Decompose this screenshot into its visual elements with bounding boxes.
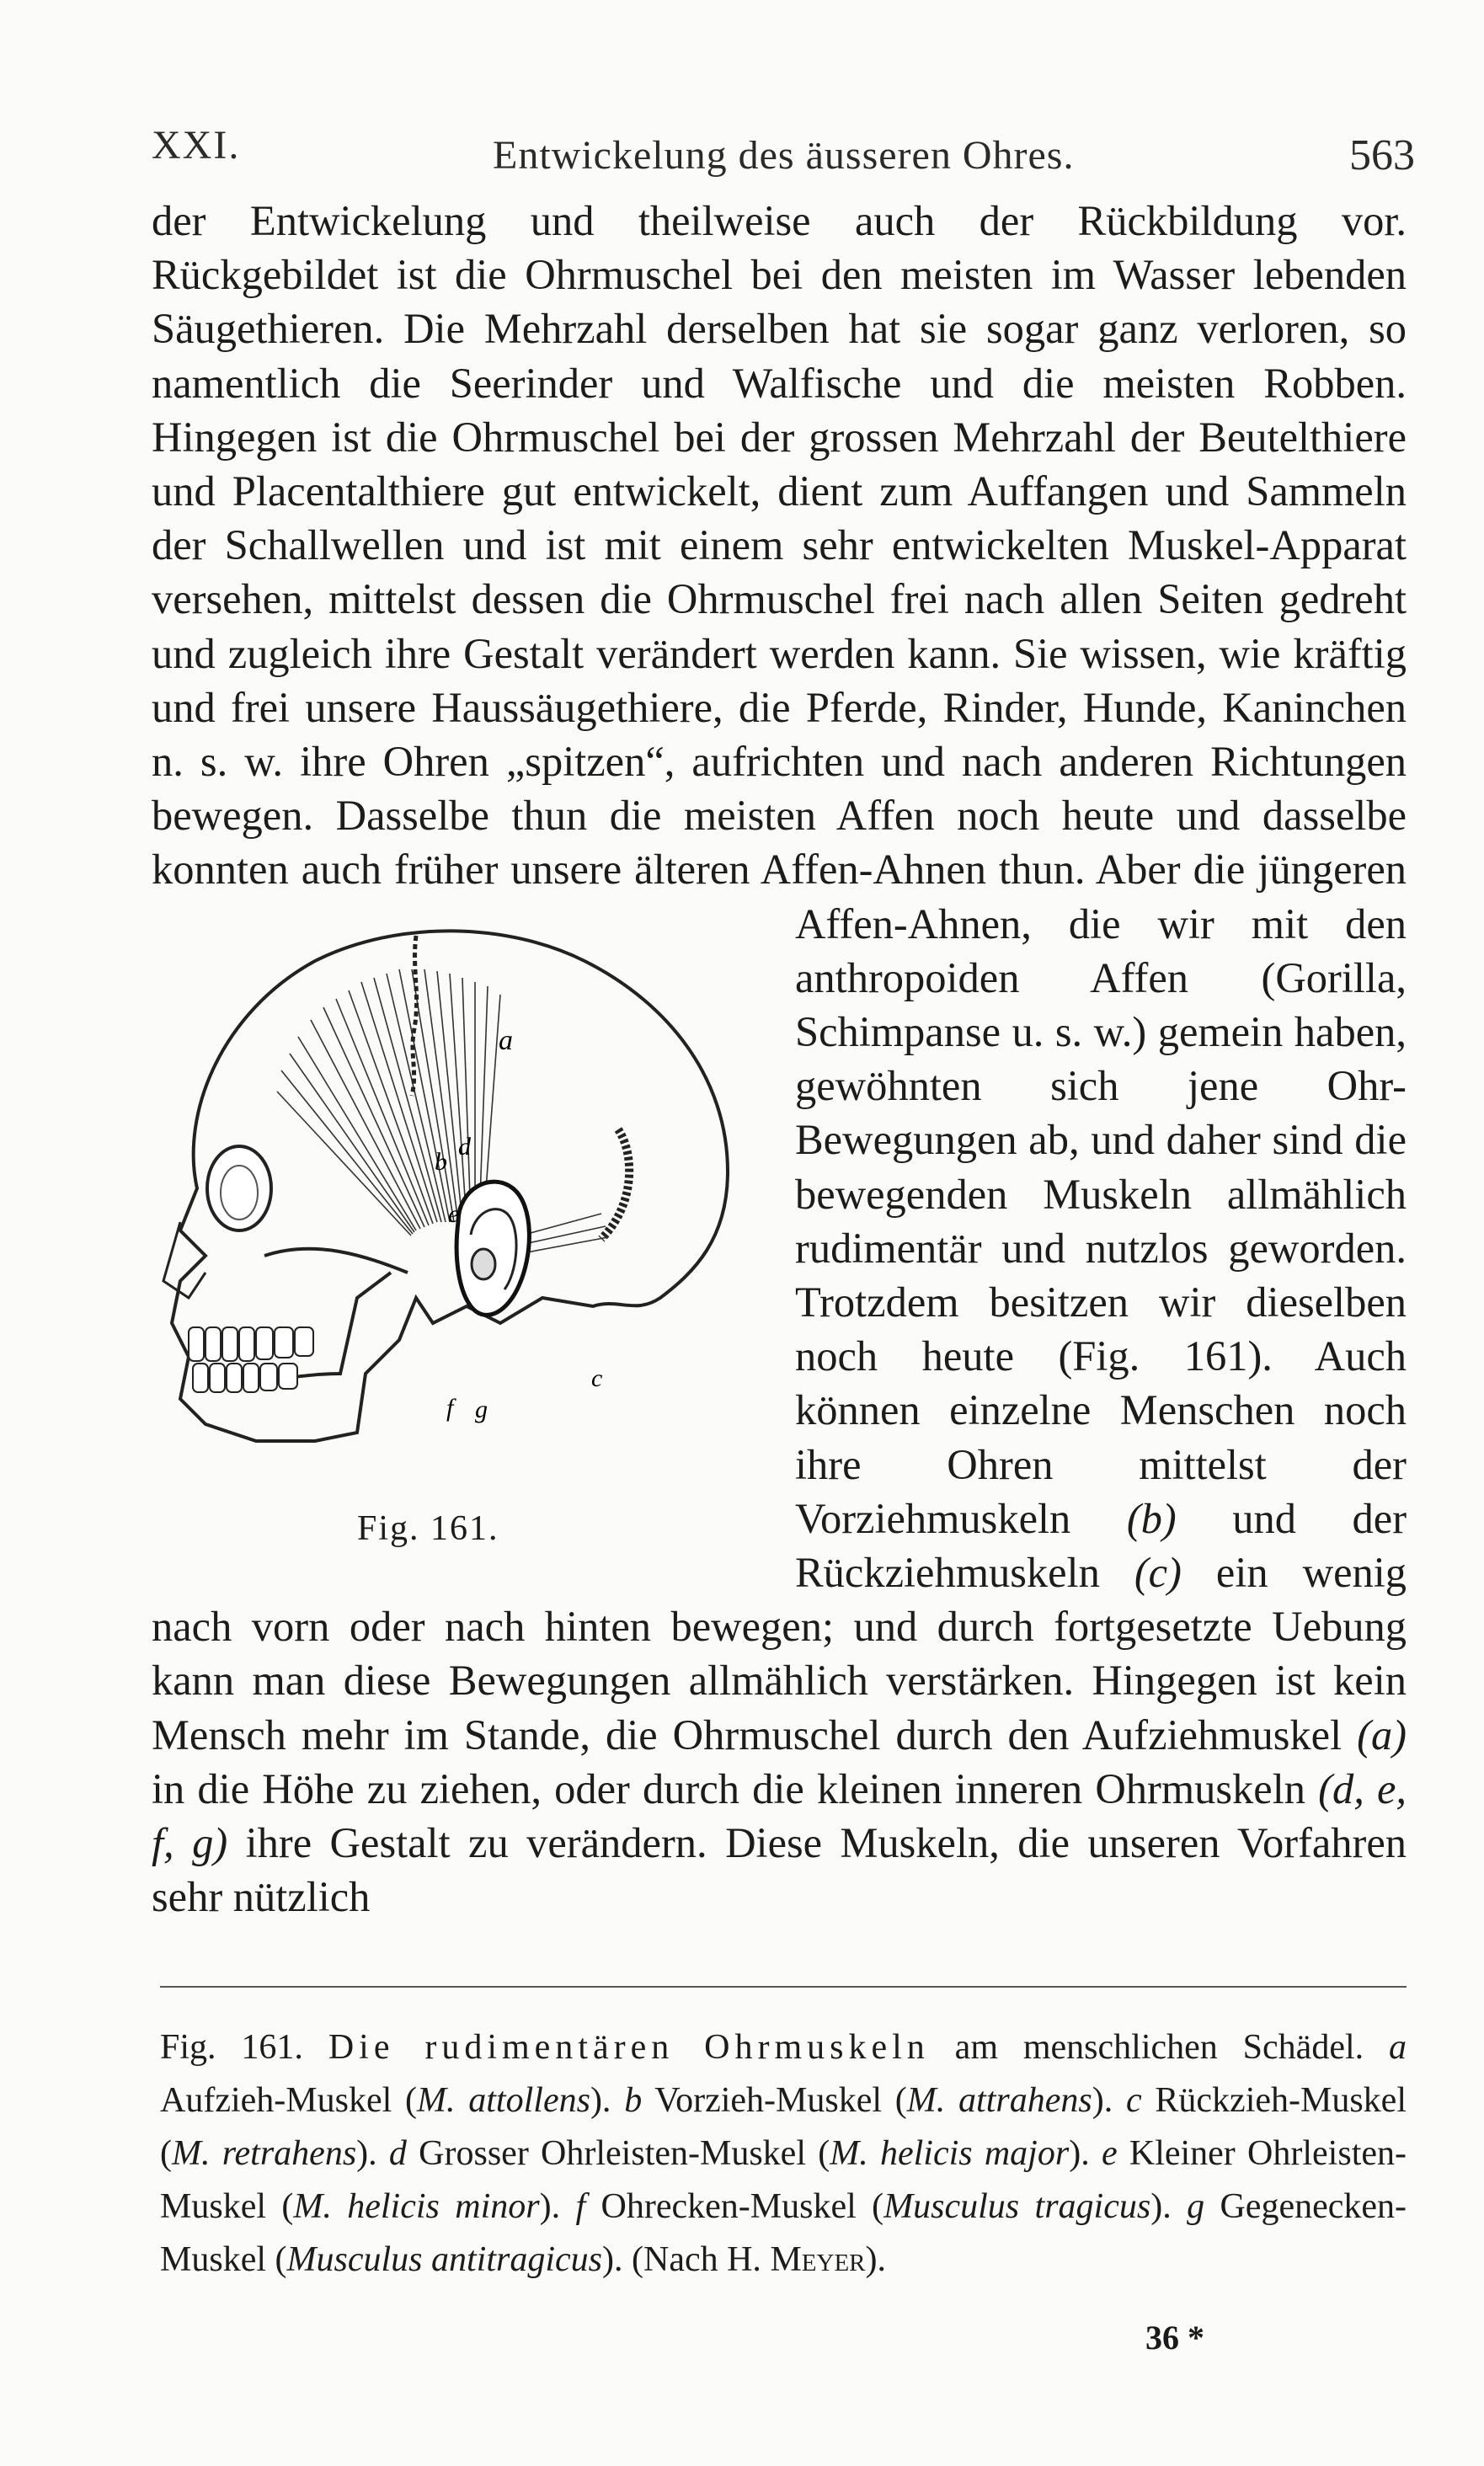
signature-mark: 36 * (1145, 2319, 1204, 2357)
text-beside-figure: anthropoiden Affen (Gorilla, Schimpanse u. s. w.) gemein haben, gewöhnten sich jene Ohr-Bewegungen ab, und daher sind die bewegenden Muskeln allmählich rudimentär und nutzlos geworden. Trotzdem besitzen wir dieselben noch heute (Fig. 161). Auch können einzelne Menschen noch ihre Ohren mittelst der Vorziehmuskeln (795, 953, 1407, 1542)
text-after-figure-1: und durch fortgesetzte Uebung kann man diese Bewegungen allmählich verstärken. Hingegen ist kein Mensch mehr im Stande, die Ohrmuschel durch den Aufziehmuskel (152, 1603, 1407, 1759)
footnote-text-e: Kleiner Ohrleisten-Muskel ( (160, 2134, 1407, 2226)
footnote-source-end: ). (865, 2240, 886, 2279)
footnote-text-c: Rückzieh-Muskel ( (160, 2081, 1407, 2173)
footnote-text-a: Aufzieh-Muskel ( (160, 2081, 418, 2120)
label-e: e (448, 1199, 460, 1228)
footnote-latin-b: M. attrahens (906, 2081, 1092, 2120)
label-b: b (435, 1147, 447, 1176)
footnote-text-g: Gegenecken-Muskel ( (160, 2187, 1407, 2279)
skull-illustration (147, 902, 770, 1500)
label-d: d (458, 1132, 471, 1161)
footnote-title-rest: am menschlichen Schädel. (954, 2028, 1364, 2067)
footnote-latin-e: M. helicis minor (293, 2187, 540, 2226)
footnote-key-d: d (388, 2134, 407, 2173)
text-beside-figure-2: und der Rückziehmuskeln (795, 1494, 1407, 1597)
footnote-latin-d: M. helicis major (830, 2134, 1070, 2173)
footnote-key-e: e (1101, 2134, 1118, 2173)
footnote-key-c: c (1125, 2081, 1142, 2120)
running-title: Entwickelung des äusseren Ohres. (493, 133, 1075, 178)
figure-skull (147, 902, 770, 1546)
footnote: Fig. 161. Die rudimentären Ohrmuskeln am menschlichen Schädel. a Aufzieh-Muskel (M. attollens). b Vorzieh-Muskel (M. attrahens). c Rückzieh-Muskel (M. retrahens). d Grosser Ohrleisten-Muskel (M. helicis major). e Kleiner Ohrleisten-Muskel (M. helicis minor). f Ohrecken-Muskel (Musculus tragicus). g Gegenecken-Muskel (Musculus antitragicus). (Nach H. Meyer). (160, 2028, 1407, 2279)
letter-b: (b) (1126, 1494, 1177, 1542)
footnote-title-spaced: Die rudimentären Ohrmuskeln (328, 2028, 930, 2067)
page-number: 563 (1349, 131, 1415, 179)
label-a: a (499, 1024, 513, 1056)
chapter-number: XXI. (152, 123, 241, 168)
main-text (152, 194, 1407, 1924)
figure-caption: Fig. 161. (357, 1508, 499, 1548)
footnote-latin-a: M. attollens (417, 2081, 590, 2120)
footnote-source-name: Meyer (770, 2240, 866, 2279)
label-g: g (475, 1395, 488, 1423)
footnote-text-f: Ohrecken-Muskel ( (601, 2187, 884, 2226)
footnote-fig-ref: Fig. 161. (160, 2028, 303, 2067)
label-c: c (591, 1364, 603, 1392)
text-after-figure-2: in die Höhe zu ziehen, oder durch die kleinen inneren Ohrmuskeln (152, 1764, 1305, 1812)
letter-c: (c) (1134, 1549, 1182, 1597)
footnote-text-b: Vorzieh-Muskel ( (654, 2081, 907, 2120)
running-header (152, 122, 1415, 181)
footnote-latin-c: M. retrahens (172, 2134, 357, 2173)
footnote-key-f: f (575, 2187, 586, 2226)
footnote-divider (160, 1986, 1407, 1988)
letter-a: (a) (1357, 1711, 1407, 1759)
footnote-latin-f: Musculus tragicus (883, 2187, 1151, 2226)
text-beside-figure-3: ein wenig nach vorn oder nach hinten bewegen; (152, 1549, 1407, 1651)
paragraph-before-figure: der Entwickelung und theilweise auch der Rückbildung vor. Rückgebildet ist die Ohrmuschel bei den meisten im Wasser lebenden Säugethieren. Die Mehrzahl derselben hat sie sogar ganz verloren, so namentlich die Seerinder und Walfische und die meisten Robben. Hingegen ist die Ohrmuschel bei der grossen Mehrzahl der Beutelthiere und Placentalthiere gut entwickelt, dient zum Auffangen und Sammeln der Schallwellen und ist mit einem sehr entwickelten Muskel-Apparat versehen, mittelst dessen die Ohrmuschel frei nach allen Seiten gedreht und zugleich ihre Gestalt verändert werden kann. Sie wissen, wie kräftig und frei unsere Haussäugethiere, die Pferde, Rinder, Hunde, Kaninchen n. s. w. ihre Ohren „spitzen“, aufrichten und nach anderen Richtungen bewegen. Dasselbe thun die meisten Affen noch heute und dasselbe konnten auch früher unsere älteren Affen-Ahnen thun. Aber die jüngeren Affen-Ahnen, die wir mit den (152, 197, 1407, 947)
label-f: f (446, 1393, 454, 1422)
footnote-text-d: Grosser Ohrleisten-Muskel ( (419, 2134, 830, 2173)
footnote-key-g: g (1187, 2187, 1205, 2226)
footnote-key-a: a (1389, 2028, 1407, 2067)
text-after-figure-3: ihre Gestalt zu verändern. Diese Muskeln, die unseren Vorfahren sehr nützlich (152, 1819, 1407, 1921)
letters-defg: (d, e, f, g) (152, 1764, 1407, 1867)
footnote-key-b: b (624, 2081, 643, 2120)
footnote-source: (Nach H. (632, 2240, 771, 2279)
footnote-latin-g: Musculus antitragicus (286, 2240, 602, 2279)
